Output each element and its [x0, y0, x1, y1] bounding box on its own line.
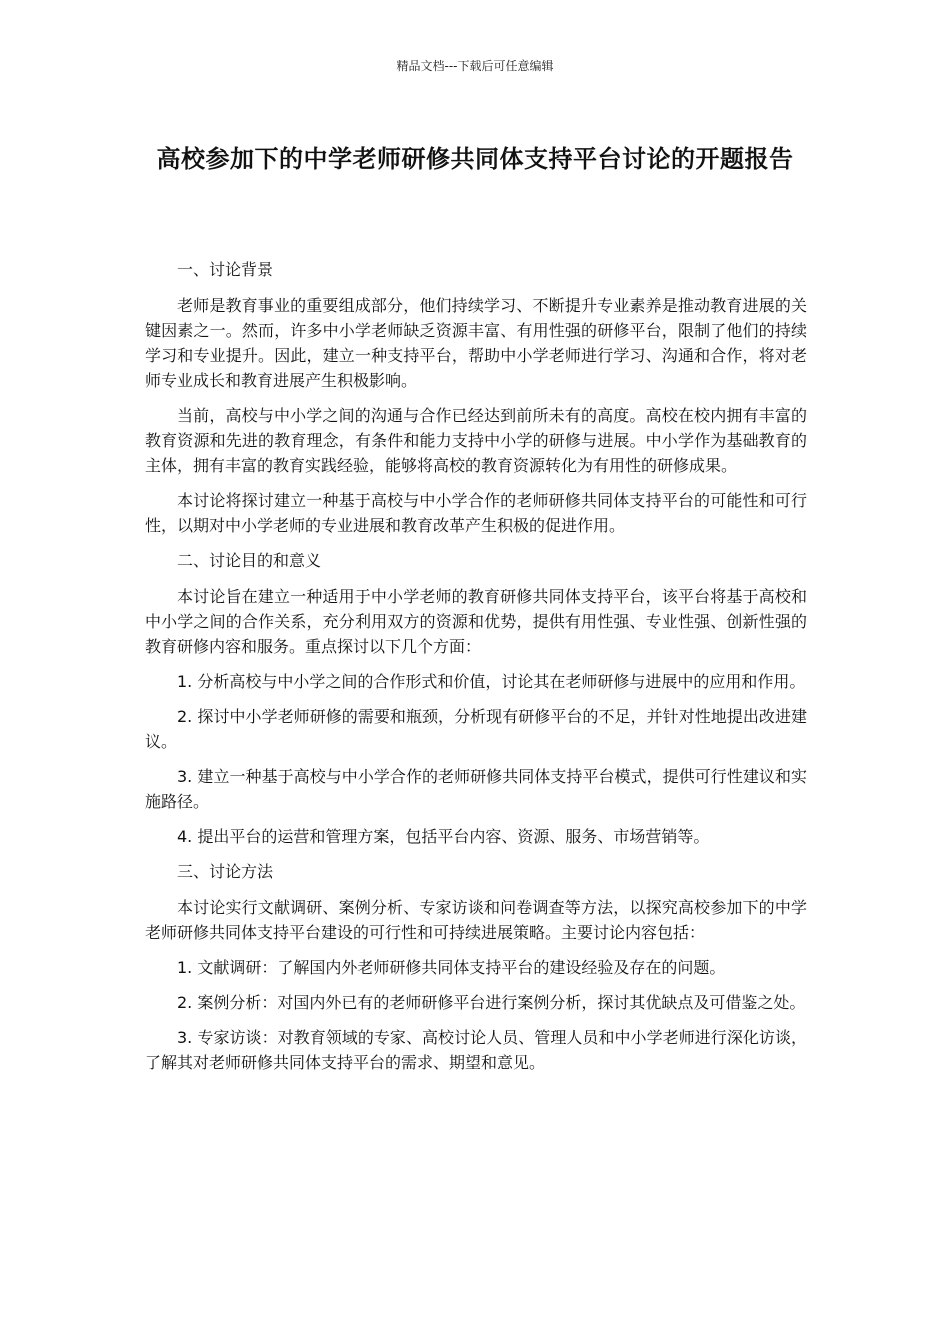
list-item: 4. 提出平台的运营和管理方案，包括平台内容、资源、服务、市场营销等。: [177, 827, 710, 846]
document-title: 高校参加下的中学老师研修共同体支持平台讨论的开题报告: [156, 145, 794, 173]
list-item: 1. 文献调研：了解国内外老师研修共同体支持平台的建设经验及存在的问题。: [177, 958, 726, 977]
section-heading: 二、讨论目的和意义: [177, 551, 322, 570]
paragraph: 当前，高校与中小学之间的沟通与合作已经达到前所未有的高度。高校在校内拥有丰富的教育资源和先进的教育理念，有条件和能力支持中小学的研修与进展。中小学作为基础教育的主体，拥有丰富的教育实践经验，能够将高校的教育资源转化为有用性的研修成果。: [145, 406, 807, 475]
list-item: 2. 探讨中小学老师研修的需要和瓶颈，分析现有研修平台的不足，并针对性地提出改进建议。: [145, 707, 807, 751]
paragraph: 老师是教育事业的重要组成部分，他们持续学习、不断提升专业素养是推动教育进展的关键因素之一。然而，许多中小学老师缺乏资源丰富、有用性强的研修平台，限制了他们的持续学习和专业提升。因此，建立一种支持平台，帮助中小学老师进行学习、沟通和合作，将对老师专业成长和教育进展产生积极影响。: [145, 296, 807, 390]
section-heading: 三、讨论方法: [177, 862, 274, 881]
list-item: 1. 分析高校与中小学之间的合作形式和价值，讨论其在老师研修与进展中的应用和作用。: [177, 672, 806, 691]
paragraph: 本讨论旨在建立一种适用于中小学老师的教育研修共同体支持平台，该平台将基于高校和中小学之间的合作关系，充分利用双方的资源和优势，提供有用性强、专业性强、创新性强的教育研修内容和服务。重点探讨以下几个方面：: [145, 587, 807, 656]
section-heading: 一、讨论背景: [177, 260, 274, 279]
page-header: 精品文档---下载后可任意编辑: [396, 59, 554, 73]
paragraph: 本讨论实行文献调研、案例分析、专家访谈和问卷调查等方法，以探究高校参加下的中学老师研修共同体支持平台建设的可行性和可持续进展策略。主要讨论内容包括：: [145, 898, 807, 942]
list-item: 3. 专家访谈：对教育领域的专家、高校讨论人员、管理人员和中小学老师进行深化访谈，了解其对老师研修共同体支持平台的需求、期望和意见。: [145, 1028, 807, 1072]
paragraph: 本讨论将探讨建立一种基于高校与中小学合作的老师研修共同体支持平台的可能性和可行性，以期对中小学老师的专业进展和教育改革产生积极的促进作用。: [145, 491, 807, 535]
list-item: 3. 建立一种基于高校与中小学合作的老师研修共同体支持平台模式，提供可行性建议和实施路径。: [145, 767, 807, 811]
list-item: 2. 案例分析：对国内外已有的老师研修平台进行案例分析，探讨其优缺点及可借鉴之处。: [177, 993, 806, 1012]
document-body: [145, 257, 807, 1085]
